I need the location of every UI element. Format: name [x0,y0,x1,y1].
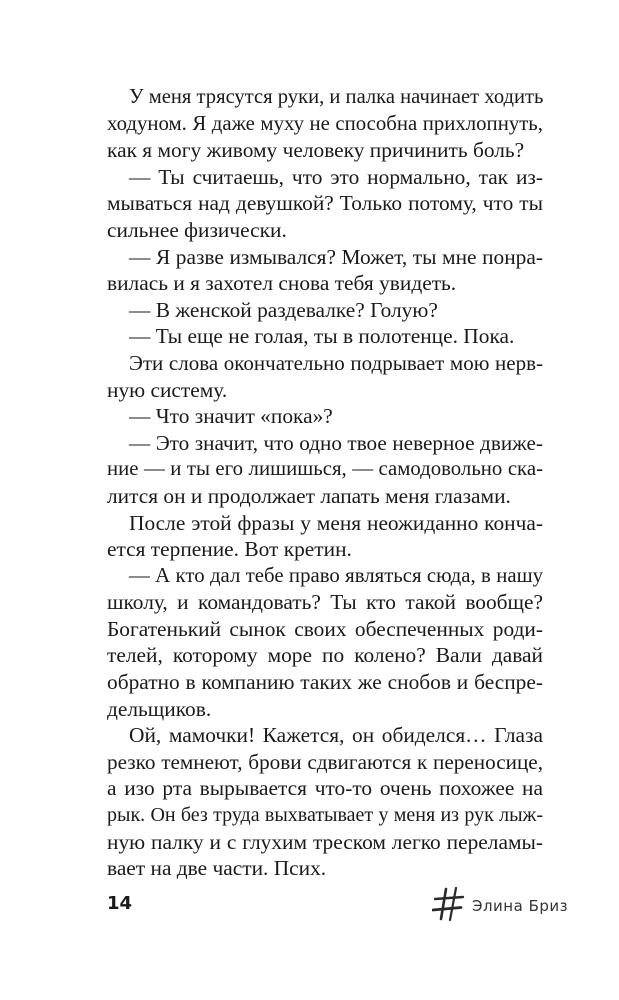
text-line: телей, которому море по колено? Вали давай [107,643,543,668]
text-line: После этой фразы у меня неожиданно конча- [129,510,543,535]
text-line: Эти слова окончательно подрывает мою нерв- [129,350,543,375]
hash-icon [432,886,466,922]
body-text [107,84,543,882]
text-line: — Я разве измывался? Может, ты мне понра- [129,244,543,269]
text-line: лится он и продолжает лапать меня глазами. [107,483,511,508]
text-line: — В женской раздевалке? Голую? [129,297,438,322]
text-line: — А кто дал тебе право являться сюда, в нашу [129,563,543,587]
text-line: мываться над девушкой? Только потому, что ты [107,191,543,216]
text-line: ную систему. [107,377,228,402]
text-line: обратно в компанию таких же снобов и беспре- [107,670,543,695]
text-line: вилась и я захотел снова тебя увидеть. [107,271,457,296]
page-number: 14 [107,893,133,914]
text-line: ние — и ты его лишишься, — самодовольно ска- [107,457,543,481]
text-line: ходуном. Я даже муху не способна прихлопнуть, [107,111,543,135]
text-line: — Ты еще не голая, ты в полотенце. Пока. [129,324,515,349]
text-line: дельщиков. [107,696,212,721]
text-line: — Это значит, что одно твое неверное движе- [129,430,543,455]
text-line: У меня трясутся руки, и палка начинает ходить [129,86,544,108]
author-name: Элина Бриз [472,897,569,915]
text-line: ется терпение. Вот кретин. [107,537,352,562]
text-line: как я могу живому человеку причинить боль? [107,138,525,163]
text-line: а изо рта вырывается что-то очень похожее на [107,776,543,801]
text-line: школу, и командовать? Ты кто такой вообще? [107,590,543,615]
text-line: — Ты считаешь, что это нормально, так из- [129,164,543,189]
author-signature [432,886,568,922]
text-line: — Что значит «пока»? [129,404,333,429]
text-line: сильнее физически. [107,217,287,242]
text-line: Ой, мамочки! Кажется, он обиделся… Глаза [129,723,543,748]
text-line: рык. Он без труда выхватывает у меня из рук лыж- [107,804,543,827]
text-line: вает на две части. Псих. [107,856,327,881]
text-line: Богатенький сынок своих обеспеченных роди- [107,616,543,641]
text-line: ную палку и с глухим треском легко переламы- [107,829,543,854]
text-line: резко темнеют, брови сдвигаются к переносице, [107,749,543,774]
